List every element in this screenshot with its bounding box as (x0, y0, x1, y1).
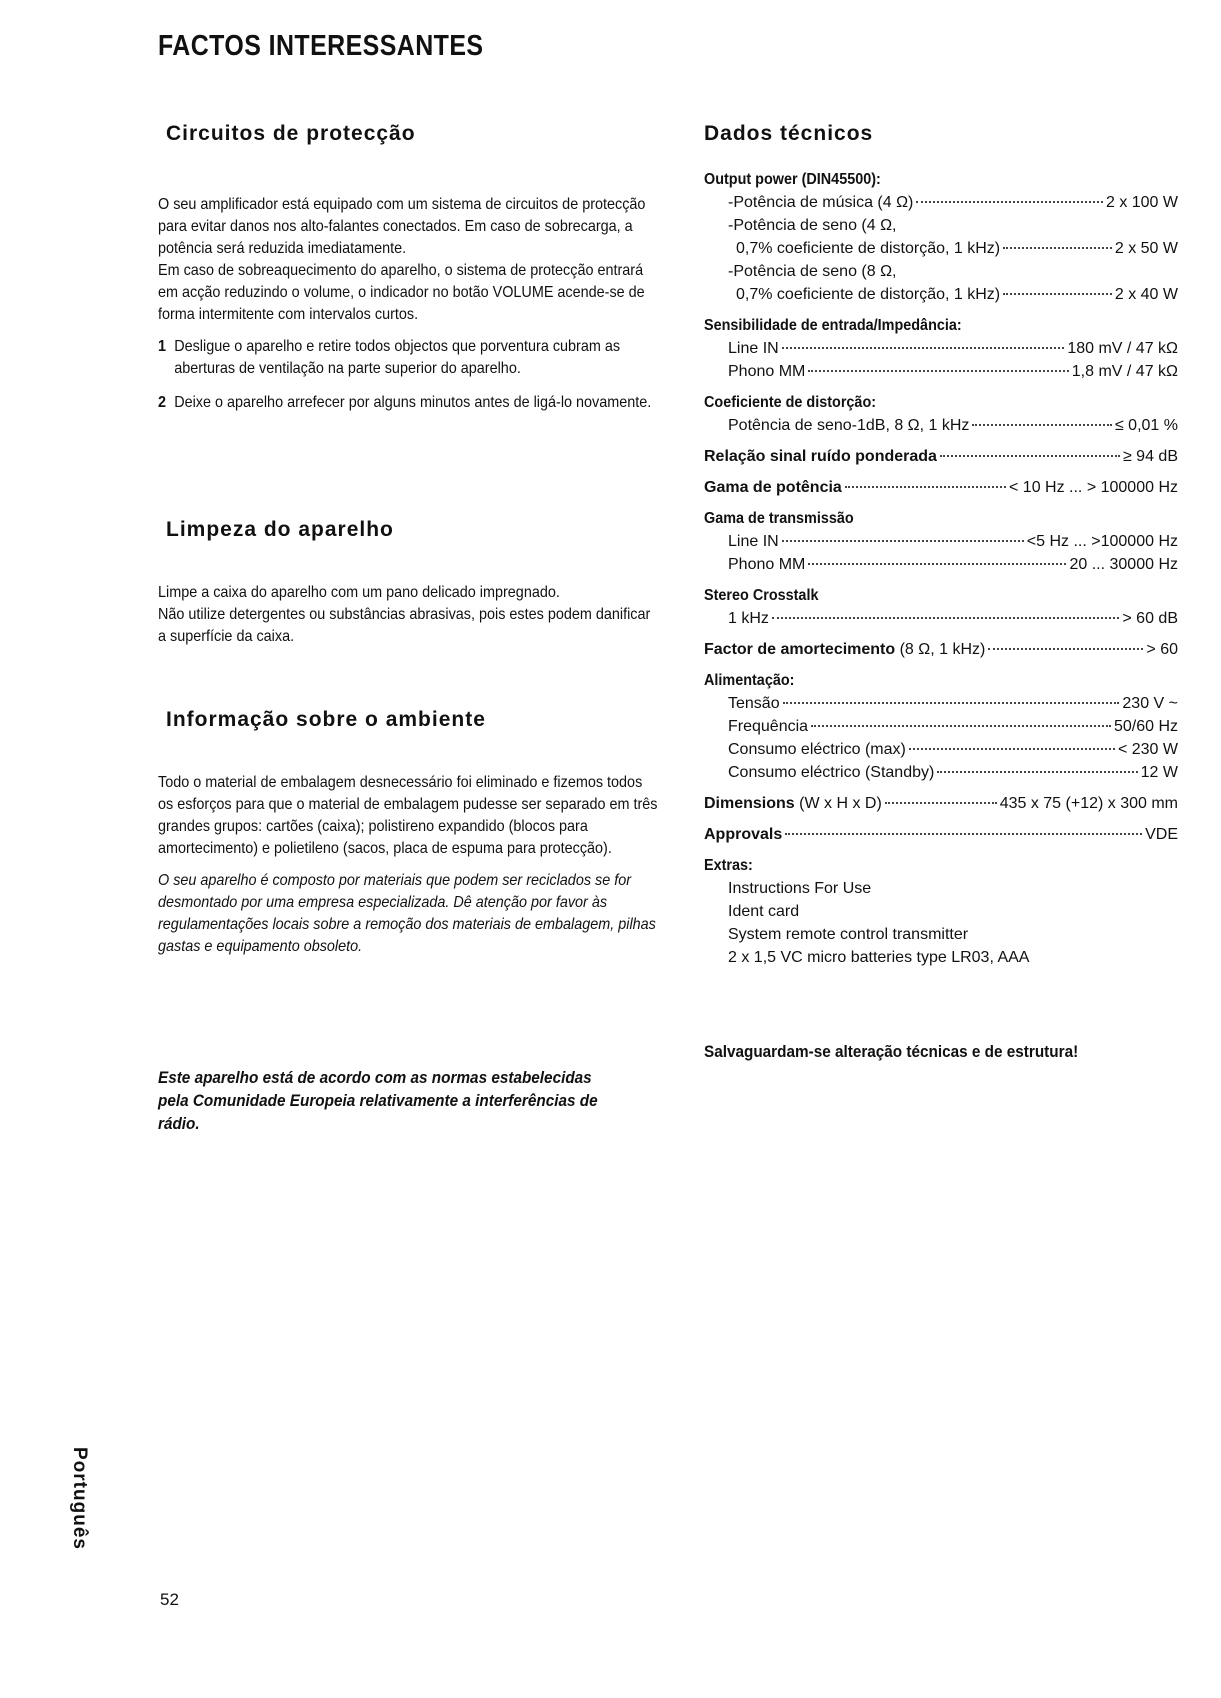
spec-row: Phono MM 20 ... 30000 Hz (728, 556, 1178, 573)
spec-head: Output power (DIN45500): (704, 171, 881, 188)
spec-row: Line IN 180 mV / 47 kΩ (728, 340, 1178, 357)
spec-row: Phono MM 1,8 mV / 47 kΩ (728, 363, 1178, 380)
spec-crosstalk (704, 584, 1178, 630)
section-limpeza (158, 518, 658, 648)
right-column (704, 122, 1178, 977)
spec-power-range: Gama de potência < 10 Hz ... > 100000 Hz (704, 479, 1178, 496)
spec-head: Gama de transmissão (704, 510, 854, 527)
spec-distortion (704, 391, 1178, 437)
ambiente-italic-note: O seu aparelho é composto por materiais que podem ser reciclados se for desmontado por uma empresa especializada. Dê atenção por favor às regulamentações locais sobre a remoção dos materiais de embalagem, pilhas gastas e equipamento obsoleto. (158, 872, 656, 955)
section-heading-dados: Dados técnicos (704, 122, 874, 145)
page-number: 52 (160, 1590, 179, 1609)
spec-row: Tensão 230 V ~ (728, 695, 1178, 712)
spec-approvals: Approvals VDE (704, 826, 1178, 843)
page-title: FACTOS INTERESSANTES (158, 30, 484, 62)
extras-item: Ident card (728, 903, 800, 920)
language-tab-label: Português (69, 1447, 90, 1550)
spec-row: 0,7% coeficiente de distorção, 1 kHz) 2 x 50 W (736, 240, 1178, 257)
extras-item: Instructions For Use (728, 880, 872, 897)
spec-supply (704, 669, 1178, 784)
section-heading-circuitos: Circuitos de protecção (166, 122, 416, 145)
section-heading-ambiente: Informação sobre o ambiente (166, 708, 486, 731)
left-column (158, 122, 658, 955)
spec-row: -Potência de seno (4 Ω, (728, 217, 897, 234)
step-text: Desligue o aparelho e retire todos objectos que porventura cubram as aberturas de ventilação na parte superior do aparelho. (174, 338, 621, 377)
spec-row: -Potência de música (4 Ω) 2 x 100 W (728, 194, 1178, 211)
spec-damping: Factor de amortecimento (8 Ω, 1 kHz) > 60 (704, 641, 1178, 658)
spec-head: Alimentação: (704, 672, 795, 689)
spec-row: Line IN <5 Hz ... >100000 Hz (728, 533, 1178, 550)
spec-head: Stereo Crosstalk (704, 587, 819, 604)
ambiente-paragraph: Todo o material de embalagem desnecessário foi eliminado e fizemos todos os esforços para que o material de embalagem pudesse ser separado em três grandes grupos: cartões (caixa); polistireno expandido (blocos para amortecimento) e polietileno (sacos, placa de espuma para protecção). (158, 774, 658, 857)
spec-row: 1 kHz > 60 dB (728, 610, 1178, 627)
section-ambiente (158, 708, 658, 958)
step-number: 1 (158, 338, 167, 355)
technical-changes-note: Salvaguardam-se alteração técnicas e de estrutura! (704, 1042, 1079, 1061)
section-circuitos (158, 122, 658, 414)
section-heading-limpeza: Limpeza do aparelho (166, 518, 394, 541)
limpeza-paragraph: Limpe a caixa do aparelho com um pano delicado impregnado. (158, 584, 560, 601)
step-text: Deixe o aparelho arrefecer por alguns minutos antes de ligá-lo novamente. (174, 394, 652, 411)
spec-head: Extras: (704, 857, 753, 874)
spec-extras (704, 854, 1178, 969)
extras-item: 2 x 1,5 VC micro batteries type LR03, AAA (728, 949, 1030, 966)
steps-list (158, 336, 658, 414)
spec-row: Consumo eléctrico (Standby) 12 W (728, 764, 1178, 781)
circuitos-paragraph: O seu amplificador está equipado com um sistema de circuitos de protecção para evitar danos nos alto-falantes conectados. Em caso de sobrecarga, a potência será reduzida imediatamente. (158, 196, 646, 257)
limpeza-paragraph-2: Não utilize detergentes ou substâncias abrasivas, pois estes podem danificar a superfície da caixa. (158, 606, 651, 645)
spec-output-power (704, 168, 1178, 306)
spec-row: Potência de seno-1dB, 8 Ω, 1 kHz ≤ 0,01 % (728, 417, 1178, 434)
step-item (158, 392, 658, 414)
ce-compliance-note: Este aparelho está de acordo com as normas estabelecidas pela Comunidade Europeia relativamente a interferências de rádio. (158, 1068, 598, 1133)
spec-snr: Relação sinal ruído ponderada ≥ 94 dB (704, 448, 1178, 465)
spec-dimensions: Dimensions (W x H x D) 435 x 75 (+12) x 300 mm (704, 795, 1178, 812)
circuitos-paragraph-2: Em caso de sobreaquecimento do aparelho, o sistema de protecção entrará em acção reduzindo o volume, o indicador no botão VOLUME acende-se de forma intermitente com intervalos curtos. (158, 262, 645, 323)
spec-sensitivity (704, 314, 1178, 383)
spec-transmission (704, 507, 1178, 576)
extras-item: System remote control transmitter (728, 926, 969, 943)
step-item (158, 336, 658, 380)
spec-row: Consumo eléctrico (max) < 230 W (728, 741, 1178, 758)
step-number: 2 (158, 394, 167, 411)
spec-head: Sensibilidade de entrada/Impedância: (704, 317, 962, 334)
spec-row: 0,7% coeficiente de distorção, 1 kHz) 2 x 40 W (736, 286, 1178, 303)
spec-row: -Potência de seno (8 Ω, (728, 263, 897, 280)
spec-head: Coeficiente de distorção: (704, 394, 877, 411)
spec-row: Frequência 50/60 Hz (728, 718, 1178, 735)
